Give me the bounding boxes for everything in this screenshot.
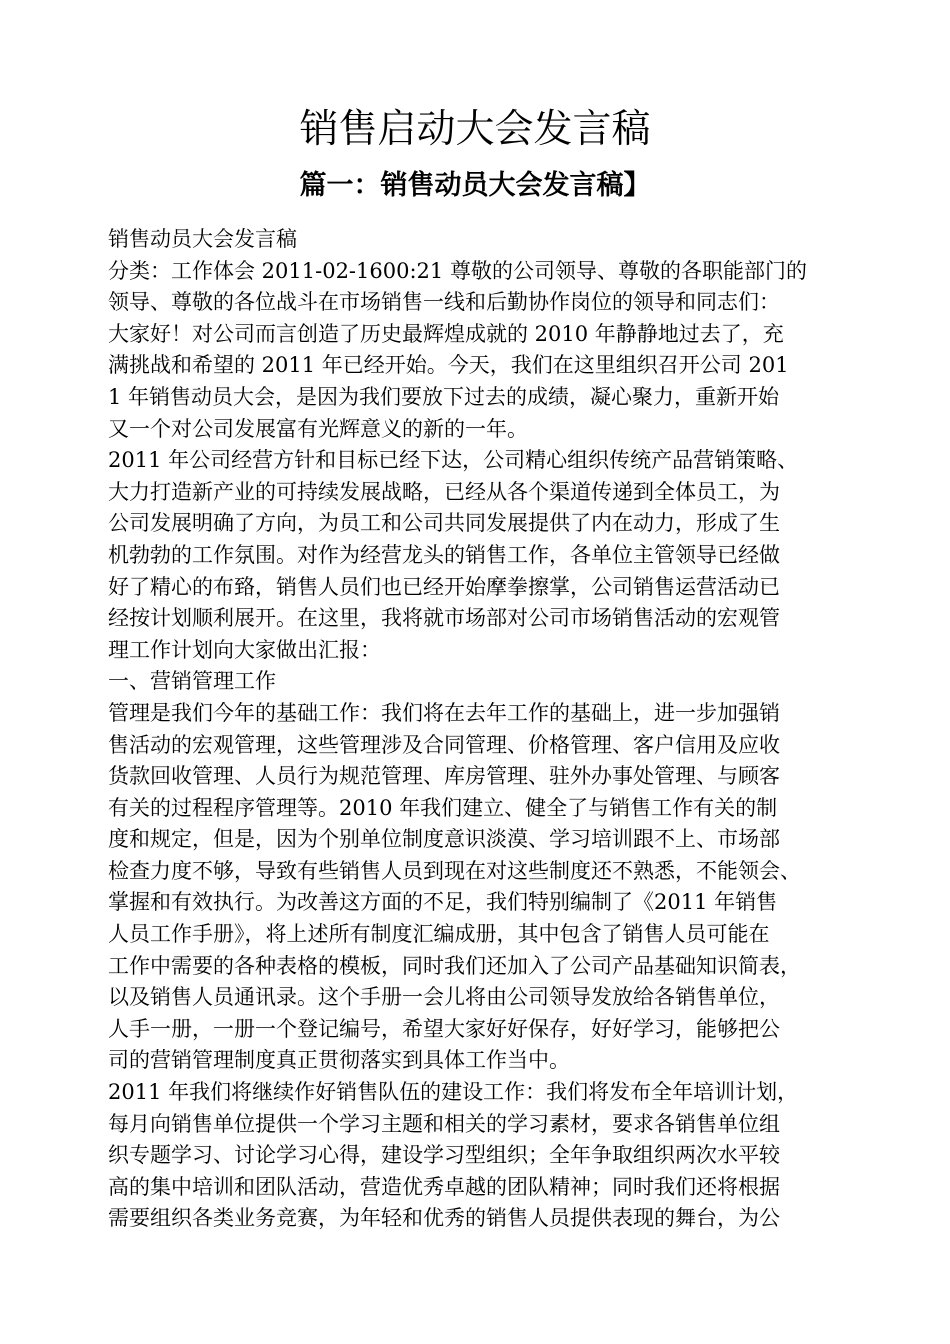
- text-line: 检查力度不够，导致有些销售人员到现在对这些制度还不熟悉，不能领会、: [108, 858, 801, 883]
- text-line: 经按计划顺利展开。在这里，我将就市场部对公司市场销售活动的宏观管: [108, 606, 780, 631]
- text-line: 工作中需要的各种表格的模板，同时我们还加入了公司产品基础知识简表，: [108, 953, 801, 978]
- document-body: [108, 224, 868, 1235]
- text-line: 2011 年我们将继续作好销售队伍的建设工作：我们将发布全年培训计划，: [108, 1080, 799, 1105]
- text-line: 需要组织各类业务竞赛，为年轻和优秀的销售人员提供表现的舞台，为公: [108, 1206, 780, 1231]
- text-line: 高的集中培训和团队活动，营造优秀卓越的团队精神；同时我们还将根据: [108, 1174, 780, 1199]
- text-line: 公司发展明确了方向，为员工和公司共同发展提供了内在动力，形成了生: [108, 511, 780, 536]
- text-line: 2011 年公司经营方针和目标已经下达，公司精心组织传统产品营销策略、: [108, 448, 799, 473]
- text-line: 人手一册，一册一个登记编号，希望大家好好保存，好好学习，能够把公: [108, 1016, 780, 1041]
- text-line: 织专题学习、讨论学习心得，建设学习型组织；全年争取组织两次水平较: [108, 1143, 780, 1168]
- text-line: 大力打造新产业的可持续发展战略，已经从各个渠道传递到全体员工，为: [108, 479, 780, 504]
- text-line: 售活动的宏观管理，这些管理涉及合同管理、价格管理、客户信用及应收: [108, 732, 780, 757]
- text-line: 满挑战和希望的 2011 年已经开始。今天，我们在这里组织召开公司 201: [108, 353, 789, 378]
- text-line: 掌握和有效执行。为改善这方面的不足，我们特别编制了《2011 年销售: [108, 890, 778, 915]
- text-line: 销售动员大会发言稿: [108, 227, 297, 251]
- document-title: 销售启动大会发言稿: [299, 107, 651, 152]
- text-line: 大家好！对公司而言创造了历史最辉煌成就的 2010 年静静地过去了，充: [108, 321, 784, 346]
- text-line: 货款回收管理、人员行为规范管理、库房管理、驻外办事处管理、与顾客: [108, 764, 780, 789]
- text-line: 机勃勃的工作氛围。对作为经营龙头的销售工作，各单位主管领导已经做: [108, 542, 780, 567]
- text-line: 又一个对公司发展富有光辉意义的新的一年。: [108, 416, 528, 441]
- text-line: 管理是我们今年的基础工作：我们将在去年工作的基础上，进一步加强销: [108, 700, 780, 725]
- text-line: 1 年销售动员大会，是因为我们要放下过去的成绩，凝心聚力，重新开始: [108, 384, 780, 409]
- text-line: 一、营销管理工作: [108, 669, 276, 694]
- text-line: 好了精心的布臵，销售人员们也已经开始摩拳擦掌，公司销售运营活动已: [108, 574, 780, 599]
- text-line: 司的营销管理制度真正贯彻落实到具体工作当中。: [108, 1048, 570, 1073]
- text-line: 领导、尊敬的各位战斗在市场销售一线和后勤协作岗位的领导和同志们：: [108, 290, 780, 315]
- text-line: 人员工作手册》，将上述所有制度汇编成册，其中包含了销售人员可能在: [108, 922, 770, 947]
- text-line: 以及销售人员通讯录。这个手册一会儿将由公司领导发放给各销售单位，: [108, 985, 780, 1010]
- text-line: 度和规定，但是，因为个别单位制度意识淡漠、学习培训跟不上、市场部: [108, 827, 780, 852]
- text-line: 分类：工作体会 2011-02-1600:21 尊敬的公司领导、尊敬的各职能部门的: [108, 258, 807, 283]
- text-line: 理工作计划向大家做出汇报：: [108, 637, 381, 662]
- text-line: 每月向销售单位提供一个学习主题和相关的学习素材，要求各销售单位组: [108, 1111, 780, 1136]
- text-line: 有关的过程程序管理等。2010 年我们建立、健全了与销售工作有关的制: [108, 795, 778, 820]
- document-subtitle: 篇一：销售动员大会发言稿】: [299, 170, 651, 201]
